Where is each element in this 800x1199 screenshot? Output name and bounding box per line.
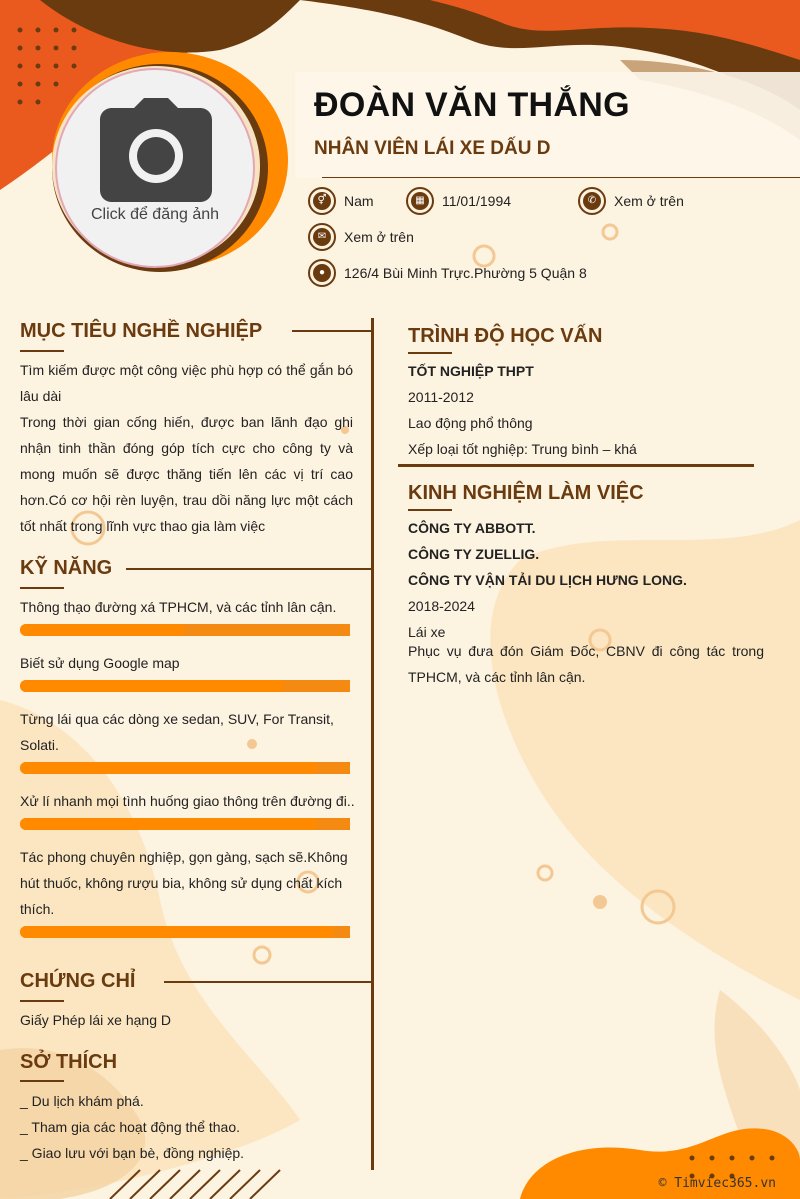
experience-details <box>408 515 687 645</box>
certificates-list <box>20 1007 171 1033</box>
certificates-rule <box>164 981 372 983</box>
calendar-icon: ▦ <box>406 187 434 215</box>
experience-company: CÔNG TY VẬN TẢI DU LỊCH HƯNG LONG. <box>408 572 687 588</box>
objective-paragraph: Trong thời gian cống hiến, được ban lãnh đạo ghi nhận tinh thần đóng góp tích cực cho công ty và mong muốn sẽ được thăng tiến lên các vị trí cao hơn.Có cơ hội rèn luyện, trau dồi năng lực một cách tốt nhất trong lĩnh vực thao gia làm việc <box>20 414 353 534</box>
certificate-item: Giấy Phép lái xe hạng D <box>20 1012 171 1028</box>
experience-description: Phục vụ đưa đón Giám Đốc, CBNV đi công tác trong TPHCM, và các tỉnh lân cận. <box>408 643 764 685</box>
experience-company: CÔNG TY ZUELLIG. <box>408 546 540 562</box>
hobby-item: _ Du lịch khám phá. <box>20 1093 144 1109</box>
experience-position: Lái xe <box>408 624 446 640</box>
experience-years: 2018-2024 <box>408 598 475 614</box>
experience-title: KINH NGHIỆM LÀM VIỆC <box>408 482 644 504</box>
birthday-value: 11/01/1994 <box>442 193 512 209</box>
education-details <box>408 358 637 462</box>
objective-paragraph: Tìm kiếm được một công việc phù hợp có thể gắn bó lâu dài <box>20 362 353 404</box>
certificates-title: CHỨNG CHỈ <box>20 970 136 992</box>
objective-title: MỤC TIÊU NGHỀ NGHIỆP <box>20 320 263 342</box>
skill-item: Xử lí nhanh mọi tình huống giao thông trên đường đi.. <box>20 793 355 809</box>
avatar[interactable] <box>55 68 255 268</box>
skill-bar-fill <box>20 680 284 692</box>
skill-item: Từng lái qua các dòng xe sedan, SUV, For Transit, Solati. <box>20 711 334 753</box>
hobby-item: _ Tham gia các hoạt động thể thao. <box>20 1119 241 1135</box>
watermark: © Timviec365.vn <box>658 1176 776 1191</box>
hobbies-title: SỞ THÍCH <box>20 1051 118 1073</box>
education-years: 2011-2012 <box>408 389 474 405</box>
phone-value: Xem ở trên <box>614 193 684 209</box>
education-underline <box>408 352 452 354</box>
column-divider <box>371 318 374 1170</box>
experience-company: CÔNG TY ABBOTT. <box>408 520 536 536</box>
skill-item: Biết sử dụng Google map <box>20 655 180 671</box>
info-address <box>308 259 587 287</box>
skill-bar <box>20 680 350 692</box>
skill-bar <box>20 624 350 636</box>
experience-underline <box>408 509 452 511</box>
camera-icon <box>100 98 212 202</box>
education-title: TRÌNH ĐỘ HỌC VẤN <box>408 325 603 347</box>
address-value: 126/4 Bùi Minh Trực.Phường 5 Quận 8 <box>344 265 587 281</box>
skill-bar-fill <box>20 818 317 830</box>
hobbies-list <box>20 1088 244 1166</box>
info-birthday <box>406 187 511 215</box>
phone-icon: ✆ <box>578 187 606 215</box>
skill-bar <box>20 762 350 774</box>
objective-text <box>20 357 353 539</box>
certificates-underline <box>20 1000 64 1002</box>
location-icon: ● <box>308 259 336 287</box>
info-phone <box>578 187 684 215</box>
gender-value: Nam <box>344 193 374 209</box>
education-grade: Xếp loại tốt nghiệp: Trung bình – khá <box>408 441 637 457</box>
avatar-upload[interactable] <box>55 68 255 268</box>
skill-item: Tác phong chuyên nghiệp, gọn gàng, sạch sẽ.Không hút thuốc, không rượu bia, không sử dụng chất kích thích. <box>20 849 348 917</box>
hobbies-underline <box>20 1080 64 1082</box>
education-degree: TỐT NGHIỆP THPT <box>408 363 534 379</box>
skill-bar <box>20 818 350 830</box>
candidate-name: ĐOÀN VĂN THẮNG <box>314 86 630 124</box>
skill-bar-fill <box>20 762 317 774</box>
skills-rule <box>126 568 372 570</box>
avatar-upload-label: Click để đăng ảnh <box>90 206 220 223</box>
skills-underline <box>20 587 64 589</box>
hobby-item: _ Giao lưu với bạn bè, đồng nghiệp. <box>20 1145 245 1161</box>
info-gender <box>308 187 374 215</box>
objective-underline <box>20 350 64 352</box>
skills-title: KỸ NĂNG <box>20 557 113 579</box>
info-divider <box>322 177 800 178</box>
education-divider <box>398 464 754 467</box>
email-value: Xem ở trên <box>344 229 414 245</box>
skill-bar-fill <box>20 624 185 636</box>
skill-item: Thông thạo đường xá TPHCM, và các tỉnh lân cận. <box>20 599 337 615</box>
skill-bar <box>20 926 350 938</box>
skill-bar-fill <box>20 926 334 938</box>
mail-icon: ✉ <box>308 223 336 251</box>
info-email <box>308 223 414 251</box>
education-field: Lao động phổ thông <box>408 415 533 431</box>
job-title: NHÂN VIÊN LÁI XE DẤU D <box>314 138 551 159</box>
objective-rule <box>292 330 372 332</box>
gender-icon: ⚥ <box>308 187 336 215</box>
